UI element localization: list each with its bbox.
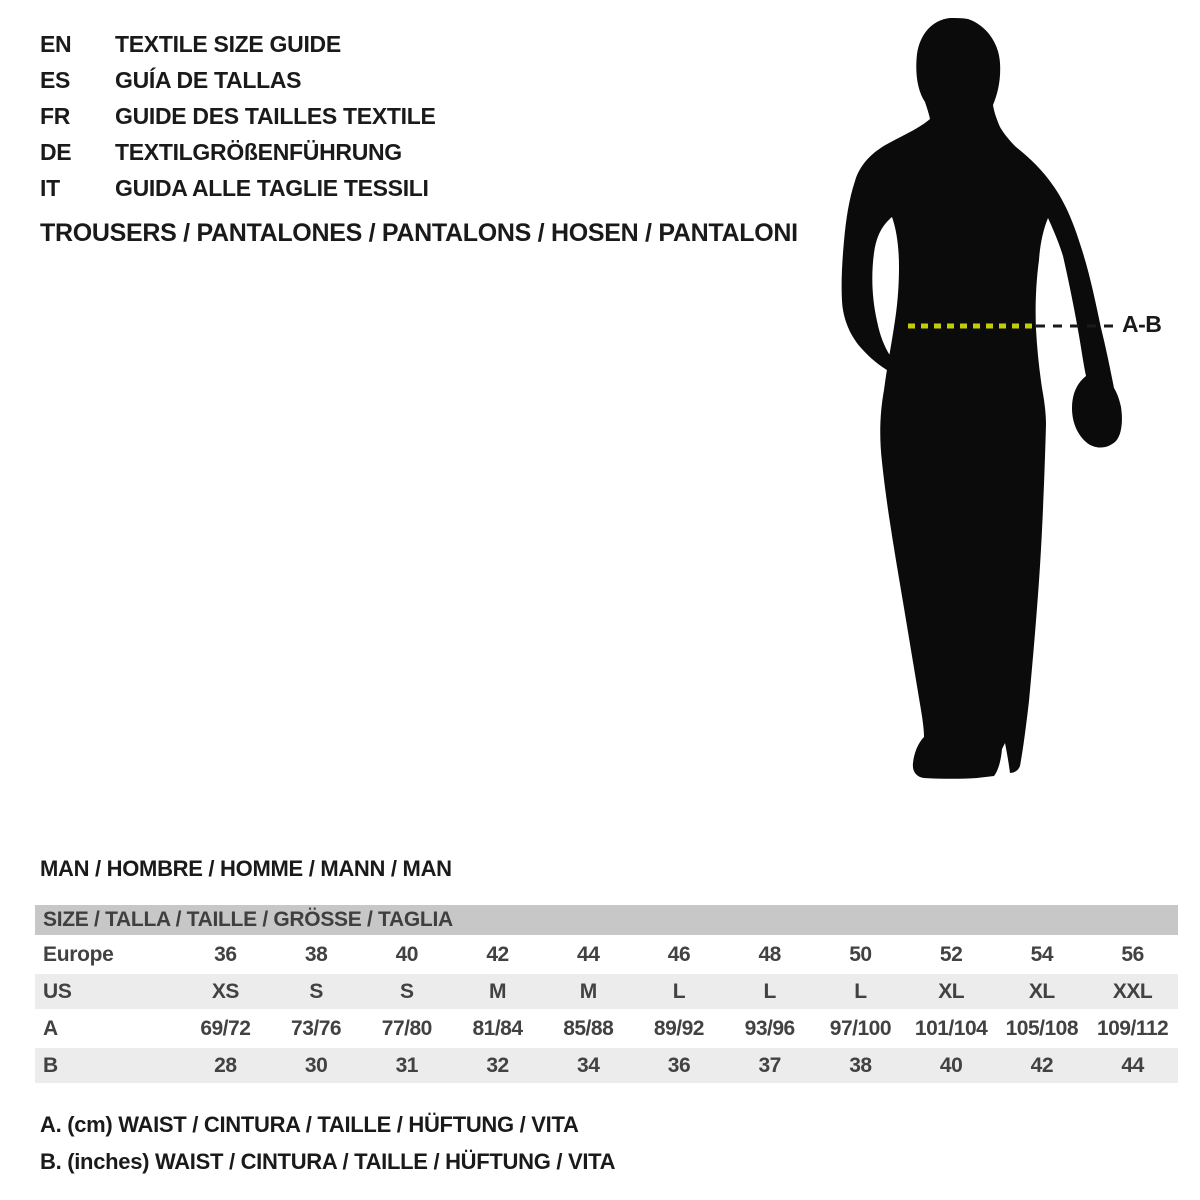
table-cell: 42 <box>452 937 543 972</box>
section-title: MAN / HOMBRE / HOMME / MANN / MAN <box>40 856 452 881</box>
lang-row-it <box>40 170 436 206</box>
table-cell: 69/72 <box>180 1011 271 1046</box>
lang-label: TEXTILGRÖßENFÜHRUNG <box>115 138 402 165</box>
table-cell: L <box>815 974 906 1009</box>
table-cell: 85/88 <box>543 1011 634 1046</box>
table-cell: S <box>271 974 362 1009</box>
row-label-cell: A <box>35 1011 180 1046</box>
table-cell: 46 <box>634 937 725 972</box>
table-cell: 44 <box>1087 1048 1178 1083</box>
table-row-a-cm <box>35 1011 1178 1046</box>
category-title: TROUSERS / PANTALONES / PANTALONS / HOSEN / PANTALONI <box>40 219 798 247</box>
table-cell: XL <box>996 974 1087 1009</box>
table-cell: 56 <box>1087 937 1178 972</box>
table-cell: 97/100 <box>815 1011 906 1046</box>
table-cell: 36 <box>180 937 271 972</box>
measure-label: A-B <box>1122 311 1162 337</box>
table-cell: 54 <box>996 937 1087 972</box>
lang-row-es <box>40 62 436 98</box>
table-cell: 50 <box>815 937 906 972</box>
lang-code: FR <box>40 102 71 129</box>
lang-row-de <box>40 134 436 170</box>
lang-label: GUIDE DES TAILLES TEXTILE <box>115 102 436 129</box>
lang-code: EN <box>40 30 72 57</box>
row-label-cell: Europe <box>35 937 180 972</box>
table-row-us <box>35 974 1178 1009</box>
lang-code: IT <box>40 174 60 201</box>
table-cell: 34 <box>543 1048 634 1083</box>
table-row-b-inches <box>35 1048 1178 1083</box>
language-list <box>40 26 436 206</box>
row-label-cell: B <box>35 1048 180 1083</box>
table-cell: 37 <box>724 1048 815 1083</box>
lang-label: GUIDA ALLE TAGLIE TESSILI <box>115 174 429 201</box>
table-cell: 36 <box>634 1048 725 1083</box>
table-cell: 89/92 <box>634 1011 725 1046</box>
table-cell: 77/80 <box>361 1011 452 1046</box>
table-cell: 42 <box>996 1048 1087 1083</box>
row-label-cell: US <box>35 974 180 1009</box>
table-cell: 81/84 <box>452 1011 543 1046</box>
table-header-row <box>35 905 1178 935</box>
table-cell: 105/108 <box>996 1011 1087 1046</box>
table-cell: 48 <box>724 937 815 972</box>
table-header: SIZE / TALLA / TAILLE / GRÖSSE / TAGLIA <box>35 905 1178 935</box>
table-cell: 73/76 <box>271 1011 362 1046</box>
note-b: B. (inches) WAIST / CINTURA / TAILLE / HÜFTUNG / VITA <box>40 1149 616 1174</box>
table-cell: M <box>452 974 543 1009</box>
table-cell: S <box>361 974 452 1009</box>
lang-row-fr <box>40 98 436 134</box>
table-cell: 93/96 <box>724 1011 815 1046</box>
lang-row-en <box>40 26 436 62</box>
table-row-europe <box>35 937 1178 972</box>
table-cell: 31 <box>361 1048 452 1083</box>
table-cell: 109/112 <box>1087 1011 1178 1046</box>
lang-code: ES <box>40 66 71 93</box>
table-cell: 40 <box>361 937 452 972</box>
table-cell: XS <box>180 974 271 1009</box>
table-cell: M <box>543 974 634 1009</box>
man-silhouette <box>820 0 1200 800</box>
table-cell: 30 <box>271 1048 362 1083</box>
table-cell: 44 <box>543 937 634 972</box>
table-cell: XXL <box>1087 974 1178 1009</box>
table-cell: XL <box>906 974 997 1009</box>
lang-code: DE <box>40 138 72 165</box>
table-cell: L <box>634 974 725 1009</box>
table-cell: 52 <box>906 937 997 972</box>
table-cell: 101/104 <box>906 1011 997 1046</box>
table-cell: L <box>724 974 815 1009</box>
table-cell: 28 <box>180 1048 271 1083</box>
note-a: A. (cm) WAIST / CINTURA / TAILLE / HÜFTUNG / VITA <box>40 1112 579 1137</box>
measurement-notes <box>40 1108 615 1182</box>
table-cell: 38 <box>271 937 362 972</box>
man-silhouette-shape <box>842 18 1122 779</box>
table-cell: 38 <box>815 1048 906 1083</box>
table-cell: 40 <box>906 1048 997 1083</box>
size-table <box>35 903 1178 1085</box>
lang-label: TEXTILE SIZE GUIDE <box>115 30 341 57</box>
lang-label: GUÍA DE TALLAS <box>115 66 302 93</box>
table-cell: 32 <box>452 1048 543 1083</box>
